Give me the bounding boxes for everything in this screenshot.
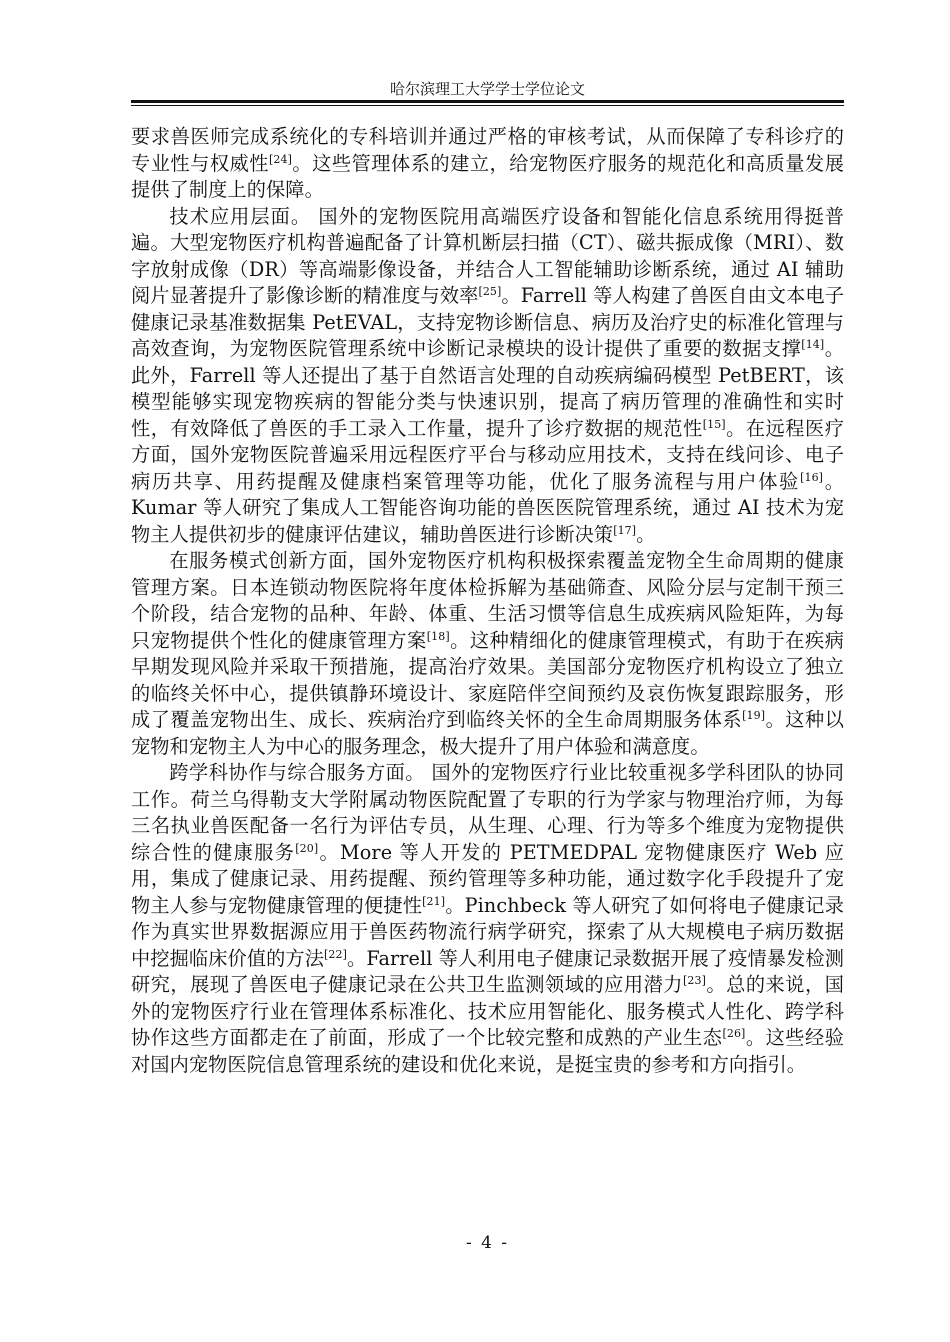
citation-reference: [14] [801, 338, 825, 351]
paragraph-text: 。Kumar 等人研究了集成人工智能咨询功能的兽医医院管理系统，通过 AI 技术为宠物主人提供初步的健康评估建议，辅助兽医进行诊断决策 [131, 469, 844, 546]
paragraph-text: 。这种精细化的健康管理模式，有助于在疾病早期发现风险并采取干预措施，提高治疗效果。美国部分宠物医疗机构设立了独立的临终关怀中心，提供镇静环境设计、家庭陪伴空间预约及哀伤恢复跟踪服务，形成了覆盖宠物出生、成长、疾病治疗到临终关怀的全生命周期服务体系 [131, 628, 845, 731]
paragraph-text: 。Farrell 等人构建了兽医自由文本电子健康记录基准数据集 PetEVAL，支持宠物诊断信息、病历及治疗史的标准化管理与高效查询，为宠物医院管理系统中诊断记录模块的设计提供了重要的数据支撑 [131, 284, 844, 360]
citation-reference: [23] [683, 974, 706, 987]
body-text [131, 124, 844, 1078]
paragraph-text: 。总的来说，国外的宠物医疗行业在管理体系标准化、技术应用智能化、服务模式人性化、跨学科协作这些方面都走在了前面，形成了一个比较完整和成熟的产业生态 [131, 973, 844, 1049]
paragraph-text: 跨学科协作与综合服务方面。 国外的宠物医疗行业比较重视多学科团队的协同工作。荷兰乌得勒支大学附属动物医院配置了专职的行为学家与物理治疗师，为每三名执业兽医配备一名行为评估专员，从生理、心理、行为等多个维度为宠物提供综合性的健康服务 [131, 761, 844, 864]
citation-reference: [15] [702, 417, 726, 431]
paragraph-text: 。Pinchbeck 等人研究了如何将电子健康记录作为真实世界数据源应用于兽医药物流行病学研究，探索了从大规模电子病历数据中挖掘临床价值的方法 [131, 893, 844, 970]
header-rule-thin [131, 105, 844, 106]
page-number: - 4 - [465, 1233, 510, 1253]
citation-reference: [17] [613, 523, 637, 537]
paragraph-text: 。在远程医疗方面，国外宠物医院普遍采用远程医疗平台与移动应用技术，支持在线问诊、电子病历共享、用药提醒及健康档案管理等功能，优化了服务流程与用户体验 [131, 416, 844, 493]
body-paragraph [131, 760, 844, 1078]
paragraph-text: 。此外，Farrell 等人还提出了基于自然语言处理的自动疾病编码模型 PetBERT，该模型能够实现宠物疾病的智能分类与快速识别，提高了病历管理的准确性和实时性，有效降低了兽医的手工录入工作量，提升了诊疗数据的规范性 [131, 337, 844, 440]
paragraph-text: 。More 等人开发的 PETMEDPAL 宠物健康医疗 Web 应用，集成了健康记录、用药提醒、预约管理等多种功能，通过数字化手段提升了宠物主人参与宠物健康管理的便捷性 [131, 840, 844, 917]
citation-reference: [26] [722, 1027, 746, 1040]
paragraph-text: 。 [636, 522, 656, 546]
citation-reference: [22] [324, 947, 348, 961]
citation-reference: [25] [478, 285, 502, 298]
body-paragraph [131, 548, 844, 760]
page-header-title: 哈尔滨理工大学学士学位论文 [389, 80, 585, 98]
citation-reference: [20] [295, 841, 319, 855]
body-paragraph [131, 124, 844, 204]
header-rule-thick [131, 100, 844, 103]
citation-reference: [21] [422, 894, 446, 908]
paragraph-text: 。这种以宠物和宠物主人为中心的服务理念，极大提升了用户体验和满意度。 [131, 708, 844, 758]
paragraph-text: 要求兽医师完成系统化的专科培训并通过严格的审核考试，从而保障了专科诊疗的专业性与权威性 [131, 125, 844, 175]
paragraph-text: 在服务模式创新方面，国外宠物医疗机构积极探索覆盖宠物全生命周期的健康管理方案。日本连锁动物医院将年度体检拆解为基础筛查、风险分层与定制干预三个阶段，结合宠物的品种、年龄、体重、生活习惯等信息生成疾病风险矩阵，为每只宠物提供个性化的健康管理方案 [131, 549, 844, 652]
paragraph-text: 技术应用层面。 国外的宠物医院用高端医疗设备和智能化信息系统用得挺普遍。大型宠物医疗机构普遍配备了计算机断层扫描（CT）、磁共振成像（MRI）、数字放射成像（DR）等高端影像设备，并结合人工智能辅助诊断系统，通过 AI 辅助阅片显著提升了影像诊断的精准度与效率 [131, 204, 844, 307]
paragraph-text: 。这些经验对国内宠物医院信息管理系统的建设和优化来说，是挺宝贵的参考和方向指引。 [131, 1026, 845, 1076]
paragraph-text: 。这些管理体系的建立，给宠物医疗服务的规范化和高质量发展提供了制度上的保障。 [131, 151, 844, 201]
body-paragraph [131, 204, 844, 549]
paragraph-text: 。Farrell 等人利用电子健康记录数据开展了疫情暴发检测研究，展现了兽医电子健康记录在公共卫生监测领域的应用潜力 [131, 946, 844, 996]
citation-reference: [16] [800, 470, 824, 484]
citation-reference: [18] [426, 629, 450, 643]
citation-reference: [24] [269, 152, 292, 166]
citation-reference: [19] [742, 709, 766, 722]
